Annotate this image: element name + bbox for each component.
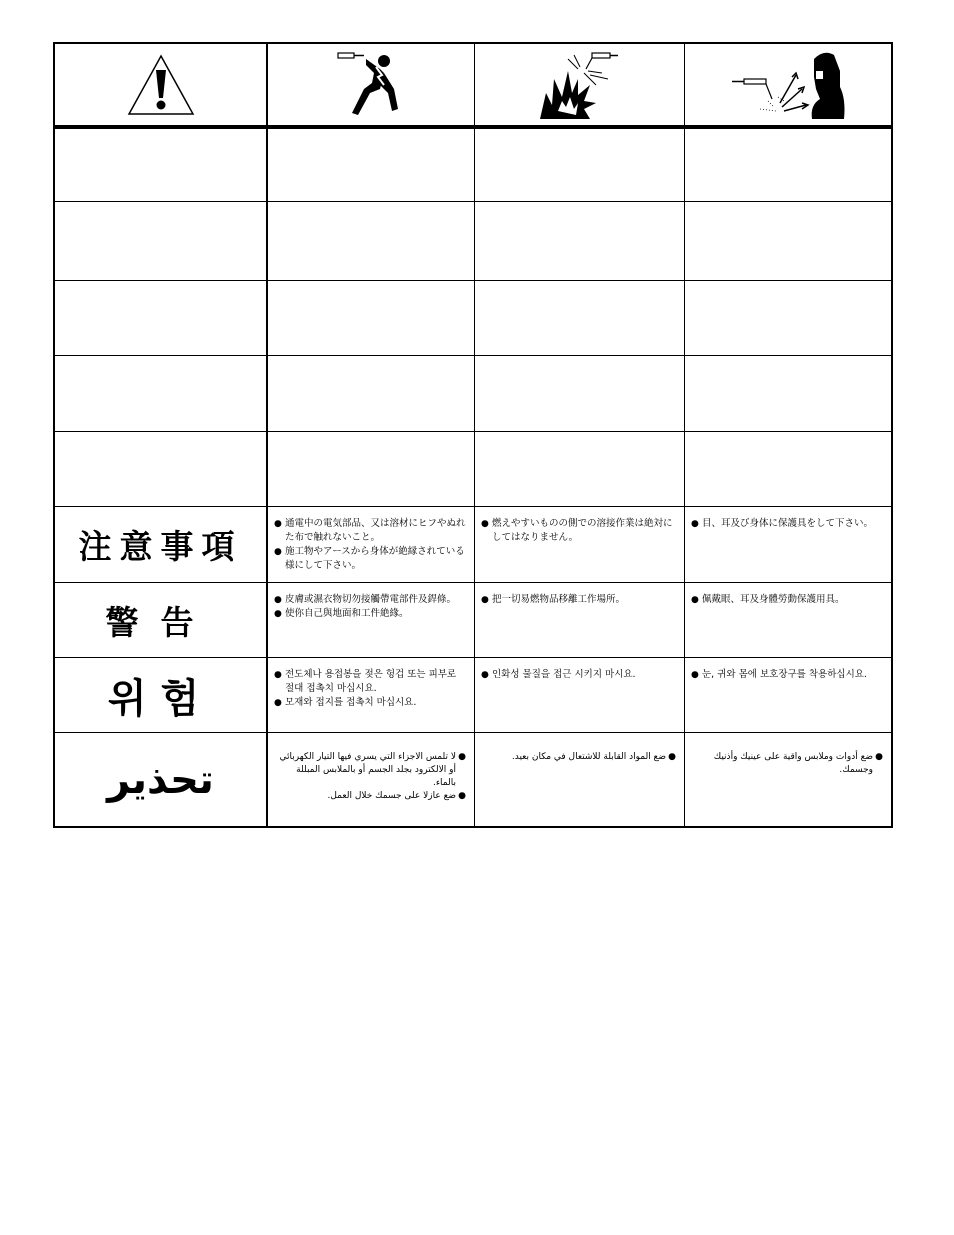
- icon-row: [55, 44, 891, 125]
- row-label: 警告: [105, 602, 216, 642]
- empty-row: [55, 281, 891, 355]
- warning-item: ● 佩戴眼、耳及身體勞動保護用具。: [691, 594, 845, 605]
- warning-item: ● 전도체나 용접봉을 젖은 헝겁 또는 피부로 절대 접촉치 마십시요.: [274, 669, 457, 694]
- header-cell-fire: [474, 44, 684, 125]
- language-row-japanese: [55, 507, 891, 582]
- welding-helmet-icon: [730, 49, 846, 121]
- warning-item: ● 施工物やアースから身体が絶縁されている様にして下さい。: [274, 546, 465, 571]
- row-label: 注意事項: [78, 527, 243, 566]
- warning-item: ● 使你自己與地面和工件絶緣。: [274, 608, 409, 619]
- empty-row: [55, 202, 891, 280]
- warning-triangle-icon: [126, 53, 196, 117]
- warning-item: ● ضع أدوات وملابس واقية على عينيك وأذنيك وجسمك.: [713, 752, 883, 775]
- electric-shock-icon: [336, 49, 406, 121]
- warning-item: ● ضع عازلا على جسمك خلال العمل.: [327, 791, 466, 801]
- warning-item: ● لا تلمس الاجزاء التي يسري فيها التيار الكهربائي أو الالكترود بجلد الجسم أو بالملابس المبللة بالماء.: [279, 752, 466, 788]
- language-row-chinese: [55, 583, 891, 657]
- header-cell-shock: [266, 44, 474, 125]
- empty-row: [55, 129, 891, 201]
- warning-item: ● 通電中の電気部品、又は溶材にヒフやぬれた布で触れないこと。: [274, 518, 466, 543]
- language-row-korean: [55, 658, 891, 732]
- warning-item: ● 燃えやすいものの側での溶接作業は絶対にしてはなりません。: [481, 518, 673, 543]
- explosion-fire-icon: [538, 49, 622, 121]
- row-label: تحذير: [107, 756, 214, 803]
- warning-item: ● 把一切易燃物品移離工作場所。: [481, 594, 626, 605]
- warning-item: ● ضع المواد القابلة للاشتعال في مكان بعيد.: [511, 752, 676, 762]
- header-cell-warning: [55, 44, 266, 125]
- warning-item: ● 인화성 물질을 접근 시키지 마시요.: [481, 669, 636, 680]
- header-cell-arc-rays: [684, 44, 891, 125]
- empty-row: [55, 356, 891, 431]
- warning-item: ● 皮膚或濕衣物切勿接觸帶電部件及銲條。: [274, 594, 457, 605]
- warning-table: [53, 42, 893, 828]
- language-row-arabic: [55, 733, 891, 826]
- warning-item: ● 눈, 귀와 몸에 보호장구를 착용하십시요.: [691, 669, 867, 680]
- warning-item: ● 모재와 접지를 접촉치 마십시요.: [274, 697, 417, 708]
- empty-row: [55, 432, 891, 506]
- row-label: 위험: [107, 675, 214, 722]
- warning-item: ● 目、耳及び身体に保護具をして下さい。: [691, 518, 874, 529]
